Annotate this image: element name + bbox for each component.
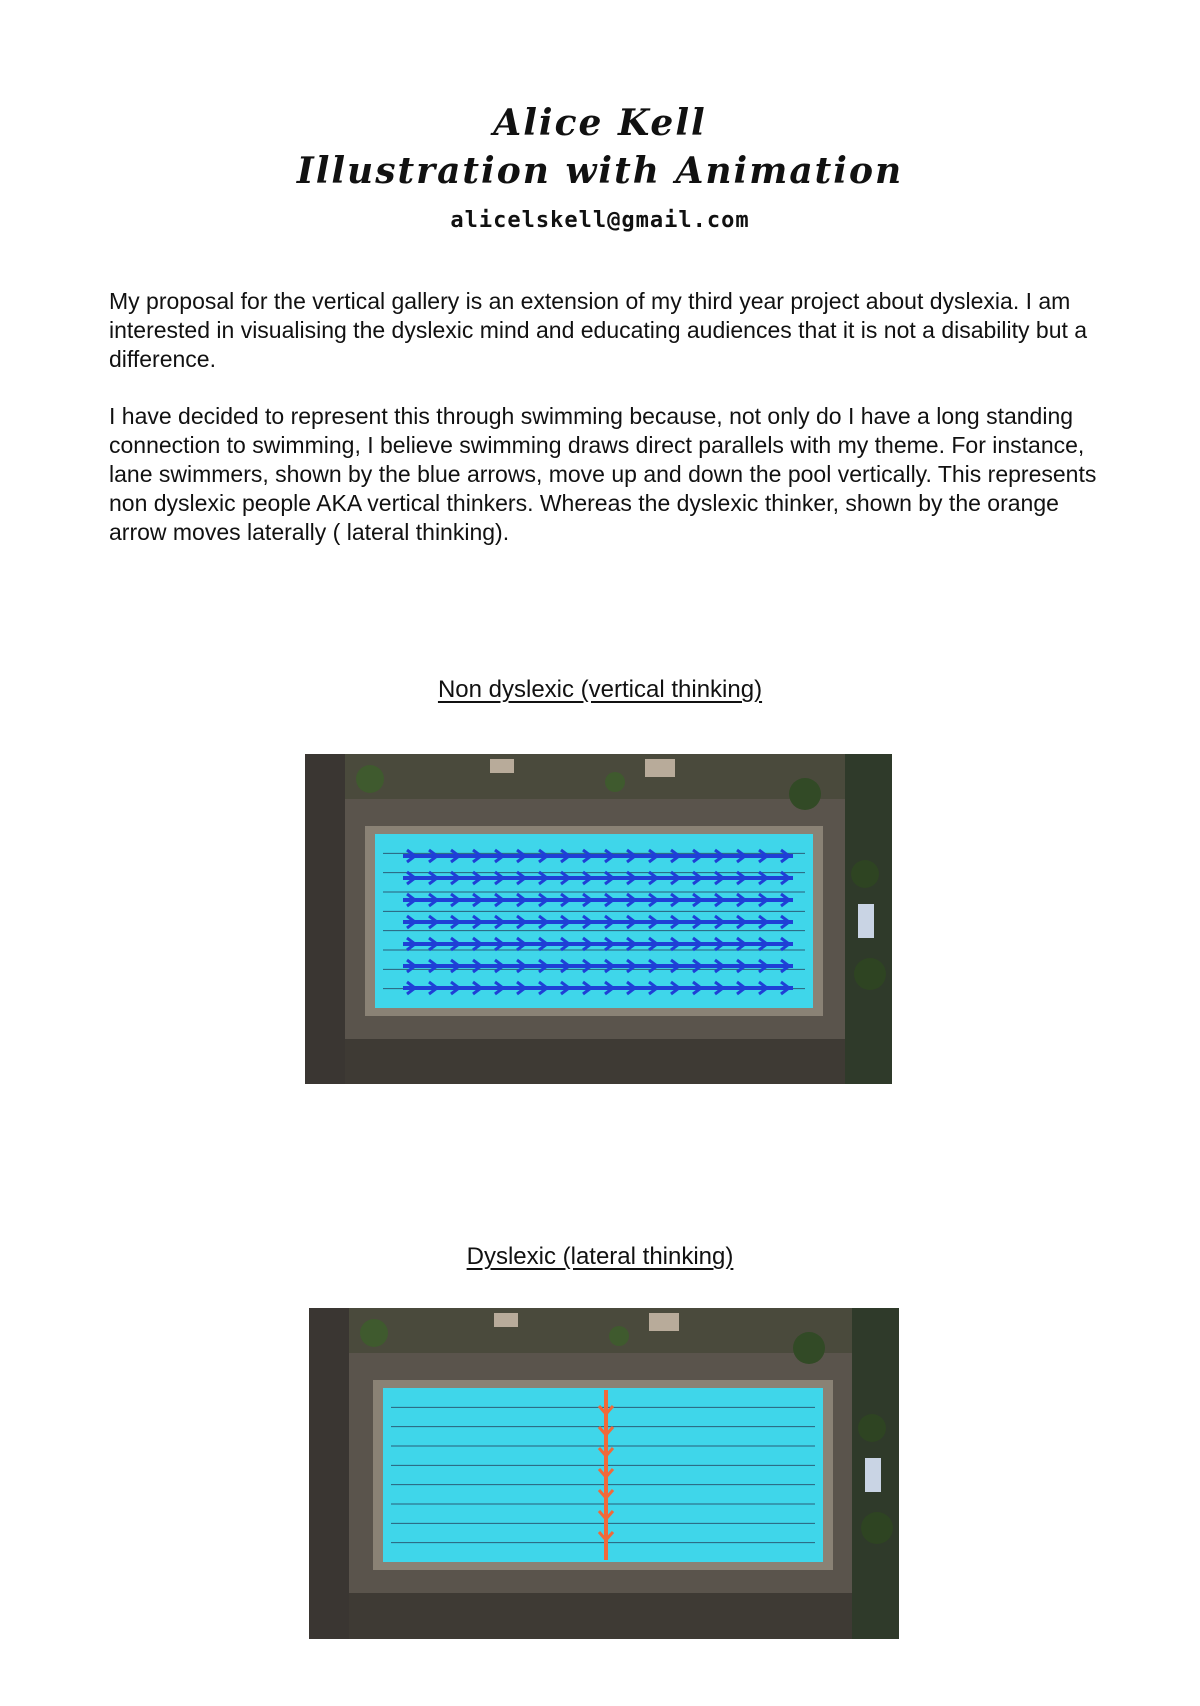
intro-paragraph: My proposal for the vertical gallery is an extension of my third year project about dyslexia. I am interested in visualising the dyslexic mind and educating audiences that it is not a disability but a difference. — [109, 288, 1088, 372]
pool-photo-vertical-thinking — [305, 754, 892, 1084]
figure-caption-dyslexic: Dyslexic (lateral thinking) — [466, 1243, 734, 1270]
figure-caption-non-dyslexic: Non dyslexic (vertical thinking) — [437, 676, 763, 703]
concept-paragraph: I have decided to represent this through swimming because, not only do I have a long standing connection to swimming, I believe swimming draws direct parallels with my theme. For instance, lane swimmers, shown by the blue arrows, move up and down the pool vertically. This represents non dyslexic people AKA vertical thinkers. Whereas the dyslexic thinker, shown by the orange arrow moves laterally ( lateral thinking). — [109, 403, 1097, 545]
pool-photo-lateral-thinking — [309, 1308, 899, 1639]
author-name: Alice Kell — [493, 102, 707, 144]
course-subtitle: Illustration with Animation — [296, 150, 904, 192]
author-email: alicelskell@gmail.com — [450, 208, 750, 233]
